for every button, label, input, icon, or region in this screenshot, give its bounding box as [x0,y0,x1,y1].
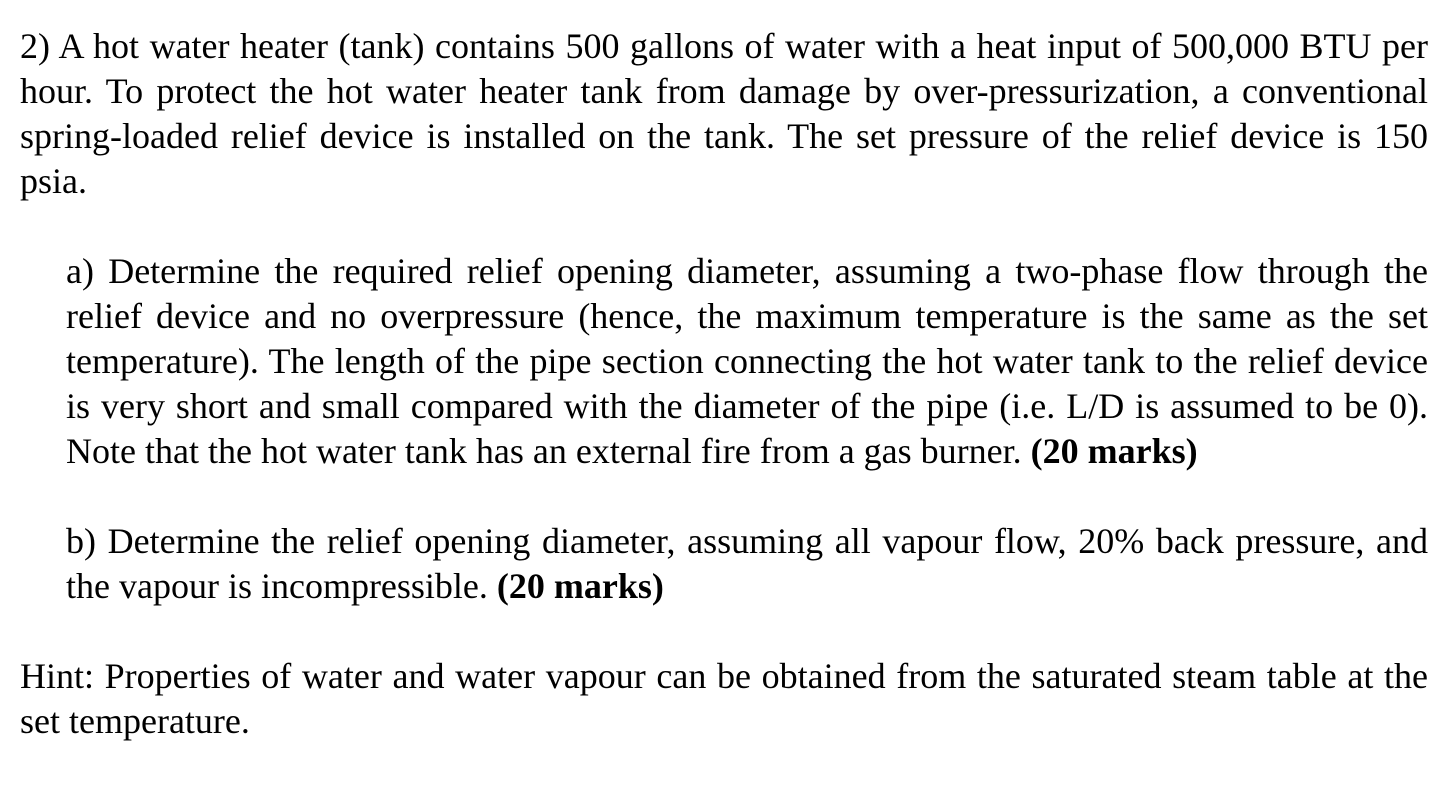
part-b-marks: (20 marks) [496,566,664,606]
part-a-text: a) Determine the required relief opening diameter, assuming a two-phase flow through the relief device and no overpressure (hence, the maximum temperature is the same as the set temperature). The length of the pipe section connecting the hot water tank to the relief device is very short and small compared with the diameter of the pipe (i.e. L/D is assumed to be 0). Note that the hot water tank has an external fire from a gas burner. [66,251,1428,471]
question-intro: 2) A hot water heater (tank) contains 500 gallons of water with a heat input of 500,000 BTU per hour. To protect the hot water heater tank from damage by over-pressurization, a conventional spring-loaded relief device is installed on the tank. The set pressure of the relief device is 150 psia. [20,26,1428,201]
question-part-a [66,249,1428,474]
part-a-marks: (20 marks) [1030,431,1198,471]
part-b-text: b) Determine the relief opening diameter, assuming all vapour flow, 20% back pressure, and the vapour is incompressible. [66,521,1428,606]
question-document [20,24,1428,744]
question-hint: Hint: Properties of water and water vapour can be obtained from the saturated steam table at the set temperature. [20,656,1428,741]
question-part-b [66,519,1428,609]
